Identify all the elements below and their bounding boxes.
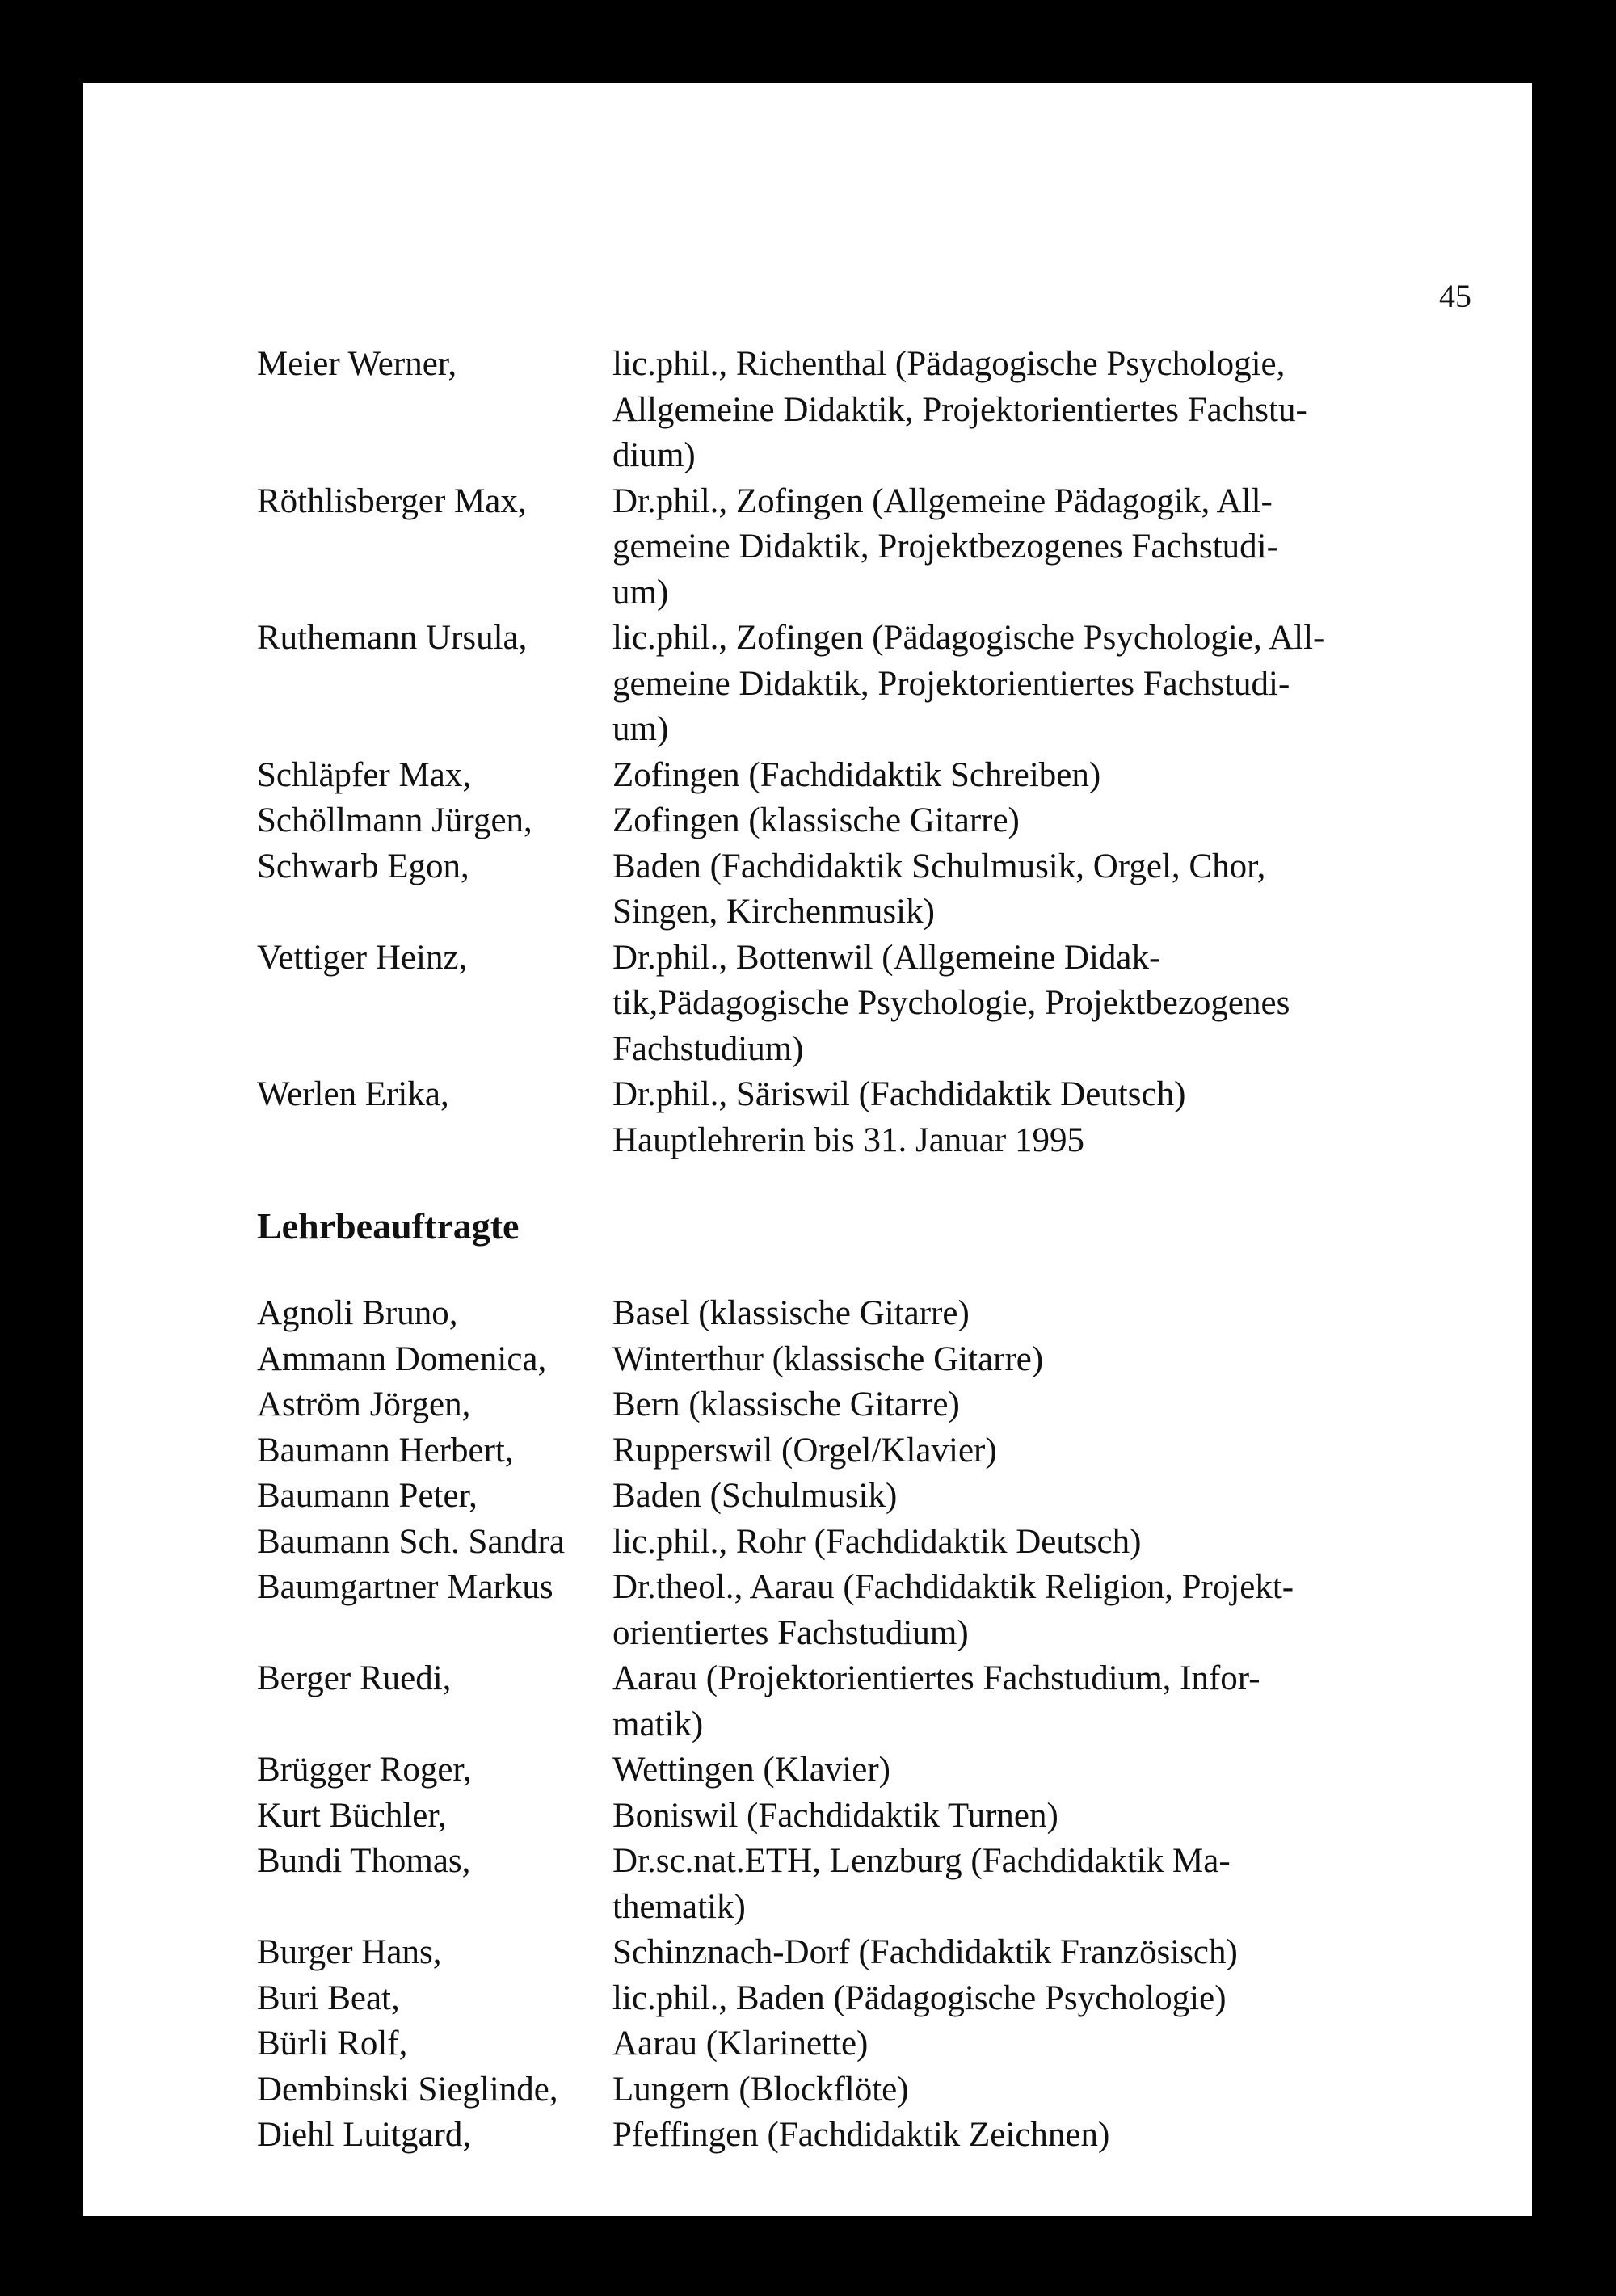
person-detail: [612, 2067, 1429, 2113]
person-name: Kurt Büchler,: [257, 1796, 447, 1835]
list-item: [257, 1565, 1429, 1656]
list-item: [257, 1520, 1429, 1566]
person-detail: [612, 342, 1429, 479]
list-item: [257, 1793, 1429, 1840]
person-detail: [612, 1291, 1429, 1337]
list-item: [257, 1839, 1429, 1930]
detail-line: Wettingen (Klavier): [612, 1751, 890, 1789]
person-detail: [612, 616, 1429, 753]
person-name: Werlen Erika,: [257, 1075, 449, 1113]
person-name: Burger Hans,: [257, 1933, 442, 1971]
detail-line: orientiertes Fachstudium): [612, 1613, 969, 1652]
detail-line: Hauptlehrerin bis 31. Januar 1995: [612, 1121, 1084, 1159]
list-item: [257, 1930, 1429, 1976]
person-name: Buri Beat,: [257, 1979, 400, 2017]
list-item: [257, 2113, 1429, 2159]
person-name: Bundi Thomas,: [257, 1842, 471, 1880]
person-detail: [612, 1656, 1429, 1747]
person-name: Schöllmann Jürgen,: [257, 801, 532, 839]
person-detail: [612, 936, 1429, 1073]
detail-line: gemeine Didaktik, Projektorientiertes Fachstudi-: [612, 664, 1290, 703]
detail-line: lic.phil., Richenthal (Pädagogische Psychologie,: [612, 345, 1286, 383]
person-name: Agnoli Bruno,: [257, 1294, 458, 1332]
list-item: [257, 342, 1429, 479]
person-detail: [612, 1930, 1429, 1976]
person-name: Vettiger Heinz,: [257, 938, 468, 977]
list-item: [257, 479, 1429, 616]
person-detail: [612, 2021, 1429, 2067]
list-item: [257, 1747, 1429, 1793]
detail-line: Allgemeine Didaktik, Projektorientiertes Fachstu-: [612, 390, 1307, 429]
list-item: [257, 1976, 1429, 2022]
detail-line: Bern (klassische Gitarre): [612, 1386, 960, 1423]
list-item: [257, 2021, 1429, 2067]
detail-line: Dr.phil., Säriswil (Fachdidaktik Deutsch): [612, 1075, 1186, 1113]
person-name: Aström Jörgen,: [257, 1386, 471, 1423]
detail-line: Dr.phil., Zofingen (Allgemeine Pädagogik, All-: [612, 481, 1273, 520]
person-name: Schwarb Egon,: [257, 847, 469, 885]
person-detail: [612, 1520, 1429, 1566]
list-item: [257, 1382, 1429, 1428]
person-name: Meier Werner,: [257, 345, 457, 383]
person-name: Dembinski Sieglinde,: [257, 2070, 558, 2109]
person-name: Berger Ruedi,: [257, 1659, 452, 1697]
person-name: Baumann Herbert,: [257, 1431, 514, 1470]
list-item: [257, 936, 1429, 1073]
lecturer-list: [257, 1291, 1429, 2159]
detail-line: Aarau (Klarinette): [612, 2025, 869, 2063]
detail-line: matik): [612, 1705, 704, 1743]
detail-line: Winterthur (klassische Gitarre): [612, 1339, 1044, 1378]
person-name: Ammann Domenica,: [257, 1339, 547, 1378]
detail-line: tik,Pädagogische Psychologie, Projektbezogenes: [612, 984, 1290, 1022]
person-name: Brügger Roger,: [257, 1751, 472, 1789]
detail-line: Dr.phil., Bottenwil (Allgemeine Didak-: [612, 938, 1161, 977]
person-name: Schläpfer Max,: [257, 755, 472, 794]
detail-line: Fachstudium): [612, 1029, 804, 1068]
list-item: [257, 1291, 1429, 1337]
detail-line: Dr.theol., Aarau (Fachdidaktik Religion, Projekt-: [612, 1568, 1294, 1606]
person-detail: [612, 844, 1429, 936]
person-detail: [612, 1976, 1429, 2022]
document-page: [83, 83, 1532, 2216]
detail-line: thematik): [612, 1887, 746, 1926]
person-name: Baumann Peter,: [257, 1477, 478, 1515]
person-detail: [612, 753, 1429, 799]
list-item: [257, 1656, 1429, 1747]
detail-line: Baden (Schulmusik): [612, 1477, 898, 1515]
detail-line: Singen, Kirchenmusik): [612, 893, 935, 931]
person-name: Baumann Sch. Sandra: [257, 1522, 565, 1561]
detail-line: lic.phil., Baden (Pädagogische Psychologie): [612, 1979, 1227, 2017]
detail-line: Zofingen (Fachdidaktik Schreiben): [612, 755, 1101, 794]
detail-line: Baden (Fachdidaktik Schulmusik, Orgel, Chor,: [612, 847, 1266, 885]
page-number: 45: [1439, 278, 1471, 314]
person-detail: [612, 479, 1429, 616]
list-item: [257, 616, 1429, 753]
list-item: [257, 1474, 1429, 1520]
detail-line: Basel (klassische Gitarre): [612, 1294, 970, 1332]
person-name: Röthlisberger Max,: [257, 481, 527, 520]
person-detail: [612, 1474, 1429, 1520]
detail-line: Schinznach-Dorf (Fachdidaktik Französisch): [612, 1933, 1238, 1971]
detail-line: um): [612, 710, 669, 748]
list-item: [257, 1337, 1429, 1383]
detail-line: Lungern (Blockflöte): [612, 2070, 909, 2109]
person-detail: [612, 1793, 1429, 1840]
teacher-list: [257, 342, 1429, 1163]
person-detail: [612, 1747, 1429, 1793]
detail-line: Rupperswil (Orgel/Klavier): [612, 1431, 997, 1470]
list-item: [257, 798, 1429, 844]
list-item: [257, 2067, 1429, 2113]
person-detail: [612, 1428, 1429, 1474]
person-detail: [612, 1565, 1429, 1656]
list-item: [257, 753, 1429, 799]
detail-line: Pfeffingen (Fachdidaktik Zeichnen): [612, 2116, 1110, 2154]
detail-line: Zofingen (klassische Gitarre): [612, 801, 1020, 839]
person-detail: [612, 2113, 1429, 2159]
list-item: [257, 1072, 1429, 1163]
detail-line: Dr.sc.nat.ETH, Lenzburg (Fachdidaktik Ma-: [612, 1842, 1231, 1880]
person-detail: [612, 1839, 1429, 1930]
person-detail: [612, 1382, 1429, 1428]
detail-line: gemeine Didaktik, Projektbezogenes Fachstudi-: [612, 528, 1278, 566]
person-name: Bürli Rolf,: [257, 2025, 408, 2063]
detail-line: lic.phil., Zofingen (Pädagogische Psychologie, All-: [612, 619, 1325, 657]
person-name: Ruthemann Ursula,: [257, 619, 528, 657]
person-name: Baumgartner Markus: [257, 1568, 553, 1606]
person-detail: [612, 1072, 1429, 1163]
detail-line: lic.phil., Rohr (Fachdidaktik Deutsch): [612, 1522, 1142, 1561]
list-item: [257, 1428, 1429, 1474]
list-item: [257, 844, 1429, 936]
person-detail: [612, 1337, 1429, 1383]
person-name: Diehl Luitgard,: [257, 2116, 472, 2154]
detail-line: dium): [612, 436, 696, 474]
person-detail: [612, 798, 1429, 844]
detail-line: Aarau (Projektorientiertes Fachstudium, Infor-: [612, 1659, 1260, 1697]
section-heading: Lehrbeauftragte: [257, 1205, 520, 1247]
detail-line: Boniswil (Fachdidaktik Turnen): [612, 1796, 1058, 1835]
detail-line: um): [612, 573, 669, 612]
